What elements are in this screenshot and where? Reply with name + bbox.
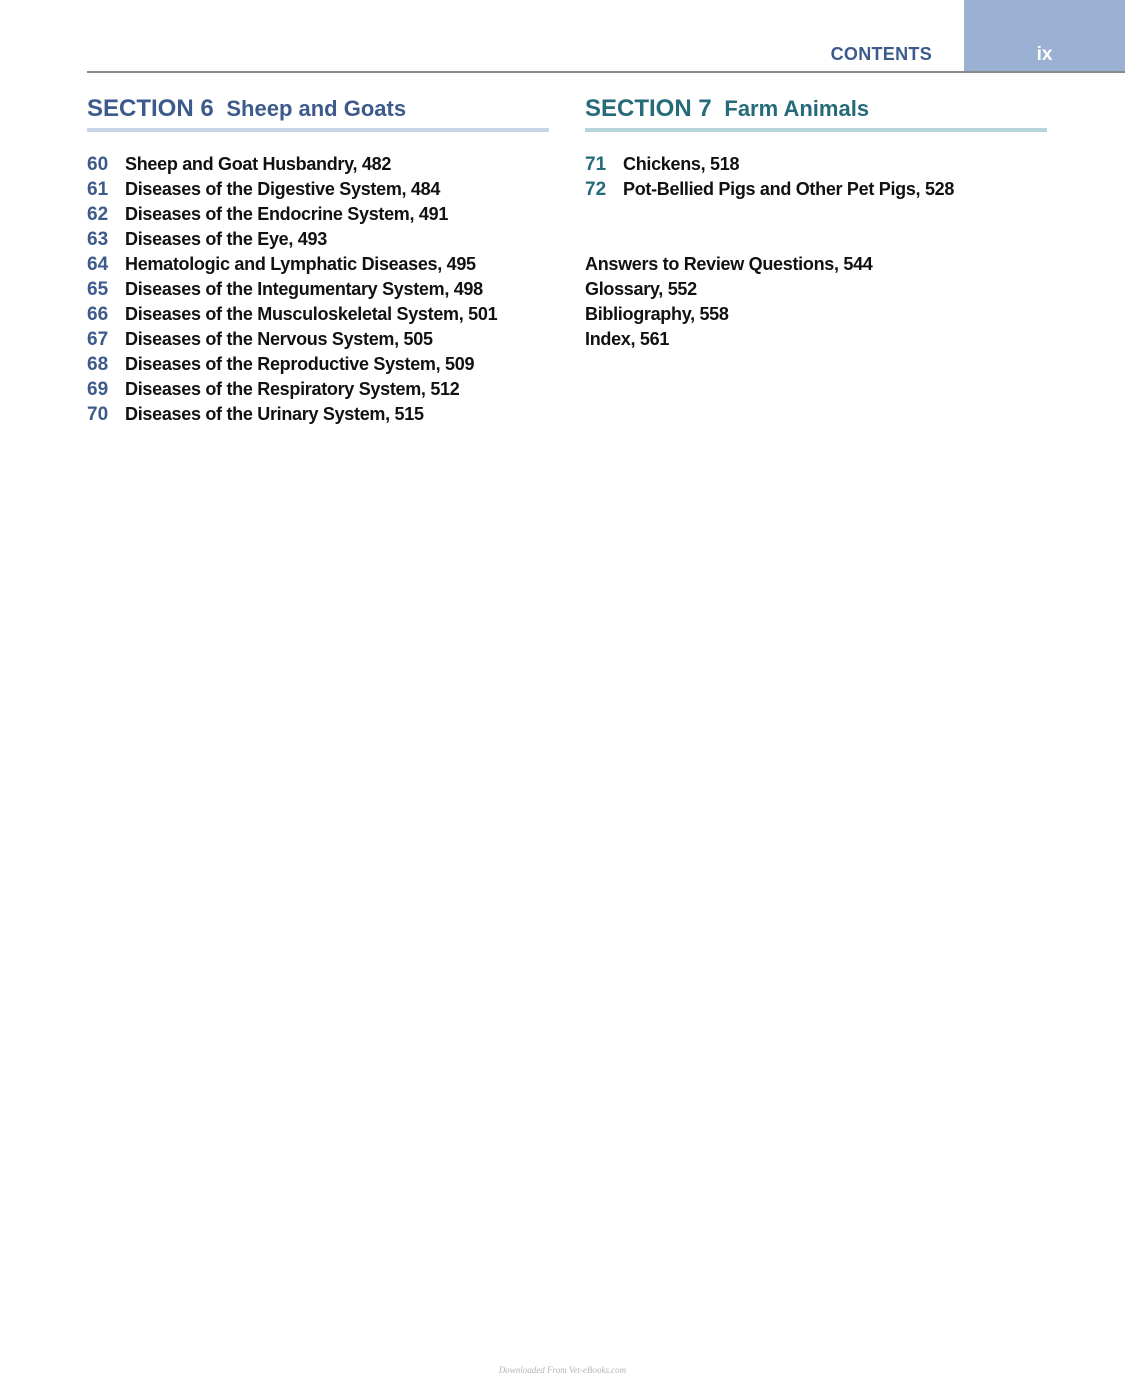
- section-7-rule: [585, 128, 1047, 132]
- chapter-number: 70: [87, 404, 109, 425]
- chapter-entry[interactable]: [87, 302, 549, 327]
- section-7: [585, 92, 1047, 352]
- chapter-entry[interactable]: [585, 177, 1047, 202]
- section-6-number: SECTION 6: [87, 95, 214, 122]
- chapter-number: 72: [585, 179, 607, 200]
- chapter-entry[interactable]: [87, 152, 549, 177]
- chapter-title: Diseases of the Endocrine System, 491: [125, 204, 449, 224]
- chapter-number: 68: [87, 354, 109, 375]
- chapter-title: Diseases of the Musculoskeletal System, 501: [125, 304, 498, 324]
- chapter-entry[interactable]: [87, 327, 549, 352]
- chapter-entry[interactable]: [87, 277, 549, 302]
- page-number-tab: [964, 0, 1125, 71]
- chapter-number: 67: [87, 329, 109, 350]
- chapter-title: Diseases of the Respiratory System, 512: [125, 379, 460, 399]
- section-7-title: [585, 92, 1047, 128]
- backmatter-answers[interactable]: Answers to Review Questions, 544: [585, 254, 873, 274]
- chapter-number: 60: [87, 154, 109, 175]
- chapter-entry[interactable]: [585, 152, 1047, 177]
- chapter-entry[interactable]: [87, 177, 549, 202]
- chapter-title: Diseases of the Reproductive System, 509: [125, 354, 475, 374]
- section-6-name: Sheep and Goats: [226, 96, 407, 121]
- chapter-number: 64: [87, 254, 109, 275]
- chapter-entry[interactable]: [87, 402, 549, 427]
- chapter-title: Hematologic and Lymphatic Diseases, 495: [125, 254, 476, 274]
- chapter-title: Chickens, 518: [623, 154, 740, 174]
- section-7-chapter-list: [585, 152, 1047, 202]
- backmatter-list: [585, 252, 1047, 352]
- section-6: [87, 92, 549, 427]
- chapter-title: Sheep and Goat Husbandry, 482: [125, 154, 392, 174]
- chapter-number: 61: [87, 179, 109, 200]
- backmatter-glossary[interactable]: Glossary, 552: [585, 279, 697, 299]
- chapter-entry[interactable]: [87, 202, 549, 227]
- chapter-number: 71: [585, 154, 607, 175]
- running-header: [0, 0, 1125, 74]
- chapter-title: Pot-Bellied Pigs and Other Pet Pigs, 528: [623, 179, 955, 199]
- chapter-entry[interactable]: [87, 377, 549, 402]
- backmatter-index[interactable]: Index, 561: [585, 329, 670, 349]
- chapter-entry[interactable]: [87, 227, 549, 252]
- section-7-number: SECTION 7: [585, 95, 712, 122]
- chapter-number: 63: [87, 229, 109, 250]
- section-6-rule: [87, 128, 549, 132]
- download-watermark: Downloaded From Vet-eBooks.com: [498, 1365, 627, 1375]
- section-6-title: [87, 92, 549, 128]
- chapter-number: 65: [87, 279, 109, 300]
- page-number: ix: [1036, 44, 1053, 65]
- section-7-name: Farm Animals: [724, 96, 870, 121]
- section-6-chapter-list: [87, 152, 549, 427]
- chapter-entry[interactable]: [87, 352, 549, 377]
- chapter-title: Diseases of the Urinary System, 515: [125, 404, 424, 424]
- chapter-title: Diseases of the Integumentary System, 498: [125, 279, 483, 299]
- backmatter-bibliography[interactable]: Bibliography, 558: [585, 304, 729, 324]
- chapter-number: 69: [87, 379, 109, 400]
- chapter-title: Diseases of the Eye, 493: [125, 229, 327, 249]
- chapter-entry[interactable]: [87, 252, 549, 277]
- header-divider: [87, 71, 1125, 73]
- running-header-label: CONTENTS: [830, 44, 932, 64]
- chapter-title: Diseases of the Digestive System, 484: [125, 179, 441, 199]
- chapter-number: 66: [87, 304, 109, 325]
- chapter-title: Diseases of the Nervous System, 505: [125, 329, 433, 349]
- chapter-number: 62: [87, 204, 109, 225]
